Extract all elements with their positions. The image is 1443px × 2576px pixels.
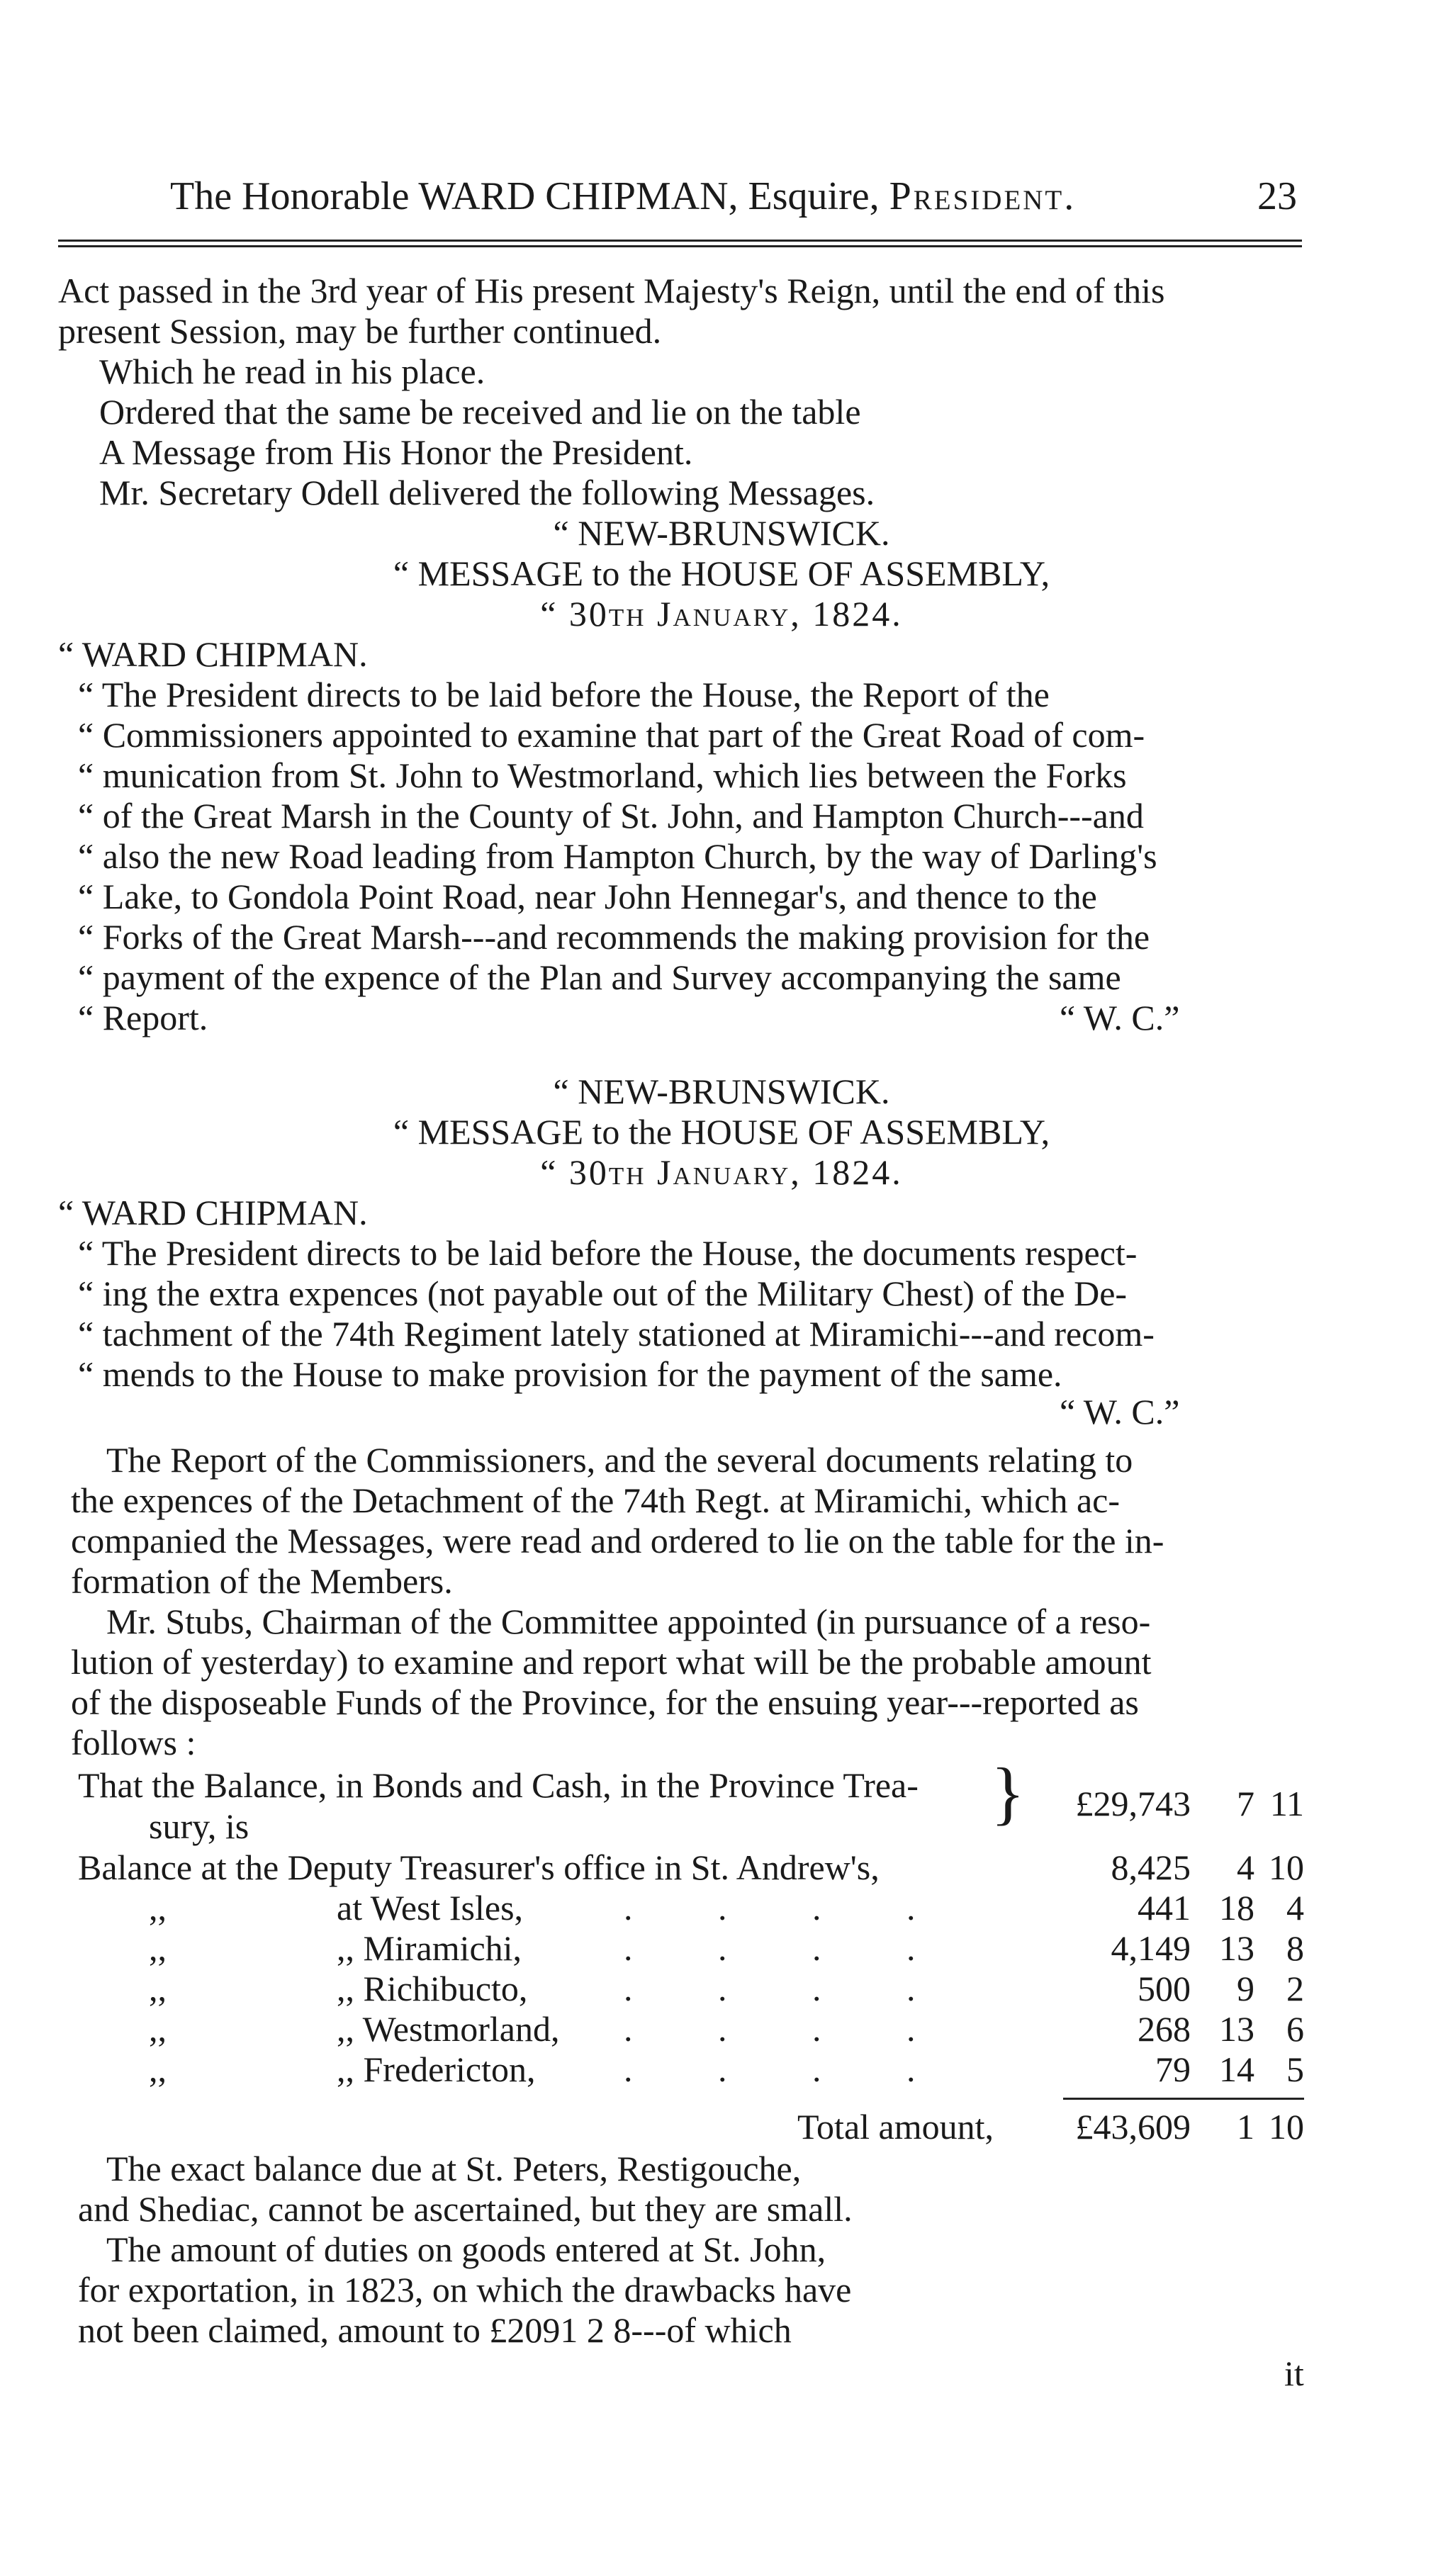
header-rule-bottom (58, 245, 1302, 247)
dot-leaders: . . . . (624, 2049, 954, 2089)
message-initials: “ W. C.” (1060, 1392, 1180, 1432)
proceedings-line: formation of the Members. (71, 1561, 453, 1601)
table-row (71, 2008, 1318, 2051)
message-line: “ Commissioners appointed to examine that part of the Great Road of com- (78, 715, 1145, 755)
amount-shillings: 13 (1219, 1928, 1254, 1968)
amount-pence: 5 (1286, 2049, 1304, 2089)
total-pence: 10 (1269, 2107, 1304, 2147)
table-row (71, 1928, 1318, 1970)
closing-line: for exportation, in 1823, on which the drawbacks have (78, 2270, 852, 2310)
dot-leaders: . . . . (624, 2009, 954, 2049)
message-line: “ also the new Road leading from Hampton Church, by the way of Darling's (78, 836, 1157, 876)
amount-shillings: 9 (1237, 1969, 1254, 2008)
proceedings-line: The Report of the Commissioners, and the several documents relating to (106, 1440, 1133, 1480)
amount-pounds: £29,743 (1075, 1784, 1191, 1823)
row-label: ,, Westmorland, (337, 2009, 560, 2049)
dot-leaders: . . . . (624, 1888, 954, 1928)
ditto-mark: ,, (149, 2049, 167, 2089)
sum-rule (1063, 2098, 1304, 2100)
message-heading-title: “ MESSAGE to the HOUSE OF ASSEMBLY, (393, 553, 1050, 593)
message-signatory: “ WARD CHIPMAN. (58, 634, 368, 674)
amount-pence: 11 (1269, 1784, 1304, 1823)
amount-shillings: 4 (1237, 1847, 1254, 1887)
body-line: A Message from His Honor the President. (99, 432, 693, 472)
closing-line: not been claimed, amount to £2091 2 8---of which (78, 2310, 792, 2350)
brace-icon: } (991, 1753, 1025, 1832)
ditto-mark: ,, (149, 2009, 167, 2049)
message-signatory: “ WARD CHIPMAN. (58, 1193, 368, 1232)
message-heading-title: “ MESSAGE to the HOUSE OF ASSEMBLY, (393, 1112, 1050, 1152)
amount-pence: 8 (1286, 1928, 1304, 1968)
dot-leaders: . . . . (624, 1969, 954, 2008)
message-line: “ mends to the House to make provision for the payment of the same. (78, 1354, 1062, 1394)
amount-shillings: 13 (1219, 2009, 1254, 2049)
total-pounds: £43,609 (1075, 2107, 1191, 2147)
row-label: sury, is (149, 1806, 249, 1846)
message-heading-province: “ NEW-BRUNSWICK. (553, 1072, 890, 1111)
message-line: “ of the Great Marsh in the County of St. John, and Hampton Church---and (78, 796, 1144, 836)
page-number: 23 (1257, 174, 1297, 218)
total-label: Total amount, (797, 2107, 994, 2147)
header-rule-top (58, 240, 1302, 242)
header-title-office: President. (889, 174, 1077, 218)
amount-pounds: 500 (1138, 1969, 1191, 2008)
closing-line: The exact balance due at St. Peters, Restigouche, (106, 2149, 802, 2188)
proceedings-line: the expences of the Detachment of the 74th Regt. at Miramichi, which ac- (71, 1480, 1121, 1520)
proceedings-line: Mr. Stubs, Chairman of the Committee appointed (in pursuance of a reso- (106, 1602, 1151, 1641)
closing-line: and Shediac, cannot be ascertained, but they are small. (78, 2189, 853, 2229)
message-line: “ Lake, to Gondola Point Road, near John Hennegar's, and thence to the (78, 877, 1097, 916)
closing-line: The amount of duties on goods entered at St. John, (106, 2229, 826, 2269)
message-line: “ ing the extra expences (not payable out of the Military Chest) of the De- (78, 1273, 1128, 1313)
body-line: Act passed in the 3rd year of His present Majesty's Reign, until the end of this (58, 271, 1165, 310)
amount-pence: 10 (1269, 1847, 1304, 1887)
amount-shillings: 7 (1237, 1784, 1254, 1823)
header-title-text: The Honorable WARD CHIPMAN, Esquire, (170, 174, 889, 218)
amount-pounds: 8,425 (1111, 1847, 1191, 1887)
amount-pounds: 441 (1138, 1888, 1191, 1928)
row-label: ,, Fredericton, (337, 2049, 536, 2089)
amount-pence: 6 (1286, 2009, 1304, 2049)
ditto-mark: ,, (149, 1888, 167, 1928)
row-label: Balance at the Deputy Treasurer's office in St. Andrew's, (78, 1847, 880, 1887)
amount-pounds: 4,149 (1111, 1928, 1191, 1968)
amount-pence: 4 (1286, 1888, 1304, 1928)
table-row (71, 1847, 1318, 1889)
body-line: Ordered that the same be received and lie on the table (99, 392, 861, 432)
row-label: ,, Miramichi, (337, 1928, 522, 1968)
ditto-mark: ,, (149, 1928, 167, 1968)
message-line: “ payment of the expence of the Plan and Survey accompanying the same (78, 957, 1121, 997)
body-line: Mr. Secretary Odell delivered the following Messages. (99, 473, 875, 512)
message-line: “ munication from St. John to Westmorland, which lies between the Forks (78, 755, 1127, 795)
table-row (71, 1887, 1318, 1930)
proceedings-line: follows : (71, 1723, 196, 1762)
proceedings-line: companied the Messages, were read and ordered to lie on the table for the in- (71, 1521, 1164, 1560)
catchword: it (1284, 2353, 1304, 2393)
header-title (170, 174, 1257, 219)
message-line: “ The President directs to be laid before the House, the Report of the (78, 675, 1050, 714)
amount-pence: 2 (1286, 1969, 1304, 2008)
row-label: That the Balance, in Bonds and Cash, in the Province Trea- (78, 1765, 919, 1805)
message-line: “ tachment of the 74th Regiment lately stationed at Miramichi---and recom- (78, 1314, 1155, 1354)
body-line: present Session, may be further continued. (58, 311, 662, 351)
message-heading-date: “ 30th January, 1824. (540, 594, 903, 634)
body-line: Which he read in his place. (99, 351, 485, 391)
table-row (71, 2049, 1318, 2091)
proceedings-line: lution of yesterday) to examine and report what will be the probable amount (71, 1642, 1152, 1682)
message-initials: “ W. C.” (1060, 998, 1180, 1037)
message-line: “ The President directs to be laid before the House, the documents respect- (78, 1233, 1138, 1273)
running-header (170, 174, 1297, 219)
amount-pounds: 268 (1138, 2009, 1191, 2049)
table-row (71, 1968, 1318, 2010)
message-line: “ Forks of the Great Marsh---and recommends the making provision for the (78, 917, 1150, 957)
message-heading-date: “ 30th January, 1824. (540, 1152, 903, 1192)
amount-shillings: 14 (1219, 2049, 1254, 2089)
total-shillings: 1 (1237, 2107, 1254, 2147)
dot-leaders: . . . . (624, 1928, 954, 1968)
amount-shillings: 18 (1219, 1888, 1254, 1928)
message-line: “ Report. (78, 998, 208, 1037)
proceedings-line: of the disposeable Funds of the Province, for the ensuing year---reported as (71, 1682, 1139, 1722)
ditto-mark: ,, (149, 1969, 167, 2008)
message-heading-province: “ NEW-BRUNSWICK. (553, 513, 890, 553)
table-row (71, 1783, 1318, 1826)
amount-pounds: 79 (1155, 2049, 1191, 2089)
row-label: at West Isles, (337, 1888, 524, 1928)
total-row (71, 2106, 1318, 2149)
row-label: ,, Richibucto, (337, 1969, 528, 2008)
